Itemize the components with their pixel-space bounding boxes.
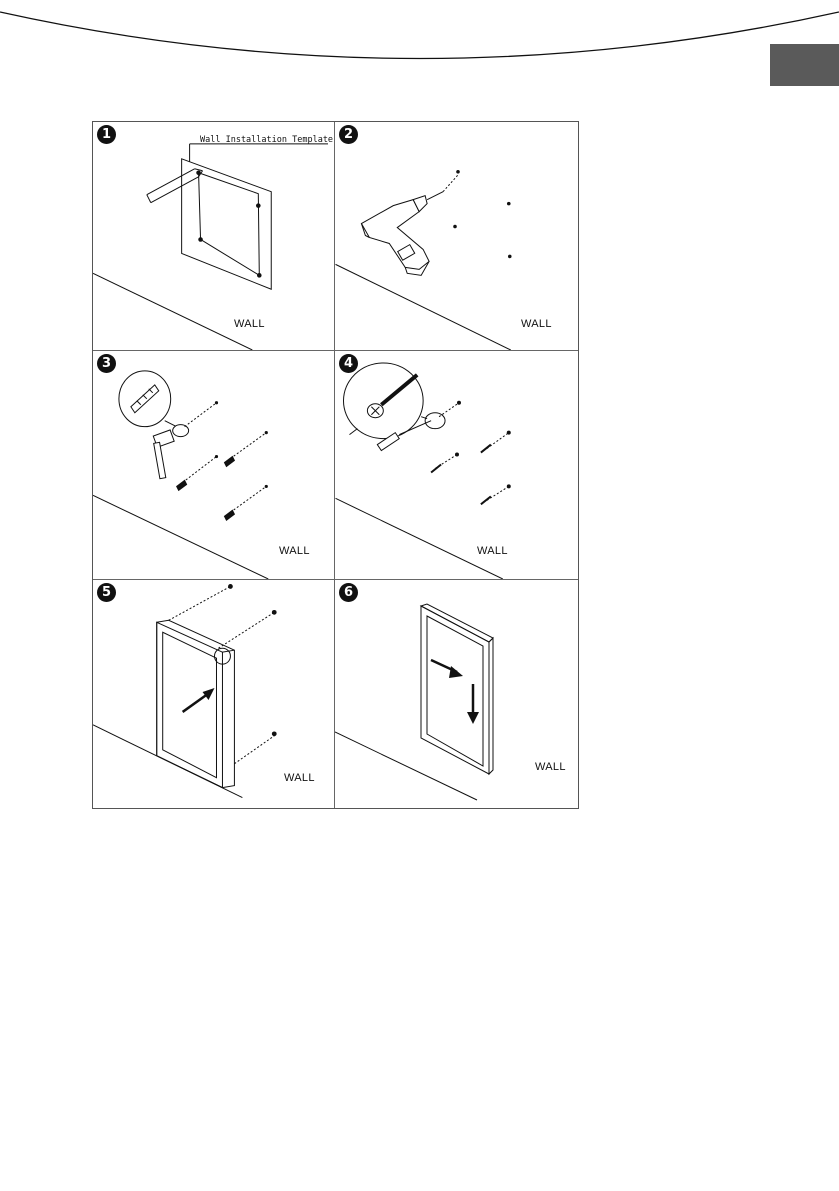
installation-steps-grid (92, 121, 579, 809)
step-4-illustration (335, 351, 578, 579)
step-1-number: 1 (97, 125, 116, 144)
step-2-number: 2 (339, 125, 358, 144)
step-1-panel (93, 122, 335, 351)
step-2-panel (335, 122, 578, 351)
step-5-wall-label: WALL (284, 772, 315, 784)
step-1-wall-label: WALL (234, 318, 265, 330)
step-6-number: 6 (339, 583, 358, 602)
step-2-wall-label: WALL (521, 318, 552, 330)
wall-template-label: Wall Installation Template (200, 135, 334, 145)
step-6-panel (335, 580, 578, 808)
step-5-number: 5 (97, 583, 116, 602)
step-4-number: 4 (339, 354, 358, 373)
step-4-wall-label: WALL (477, 545, 508, 557)
page-corner-arc (0, 0, 839, 60)
step-5-panel (93, 580, 335, 808)
step-3-number: 3 (97, 354, 116, 373)
step-6-wall-label: WALL (535, 761, 566, 773)
step-6-illustration (335, 580, 578, 808)
step-4-panel (335, 351, 578, 580)
language-tab[interactable] (770, 44, 839, 86)
step-2-illustration (335, 122, 578, 350)
step-3-wall-label: WALL (279, 545, 310, 557)
step-1-illustration (93, 122, 334, 350)
step-3-panel (93, 351, 335, 580)
